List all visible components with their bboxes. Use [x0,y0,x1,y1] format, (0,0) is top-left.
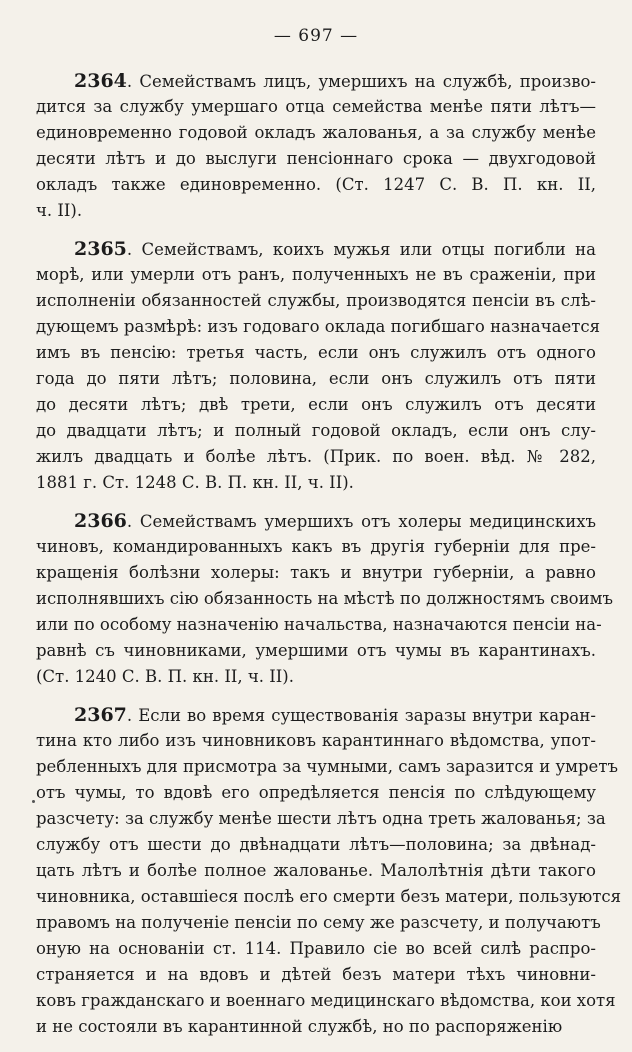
line-text: 1881 г. Ст. 1248 С. В. П. кн. II, ч. II). [36,473,354,492]
line-text: исполнявшихъ сію обязанность на мѣстѣ по должностямъ своимъ [36,589,613,608]
article-number: 2366 [74,510,127,532]
line-text: правомъ на полученіе пенсіи по сему же разсчету, и получаютъ [36,913,601,932]
line-text: до двадцати лѣтъ; и полный годовой окладъ, если онъ слу- [36,421,596,440]
line-text: ковъ гражданскаго и военнаго медицинскаго вѣдомства, кои хотя [36,991,616,1010]
line-text: (Ст. 1240 С. В. П. кн. II, ч. II). [36,667,294,686]
line-text: исполненіи обязанностей службы, производятся пенсіи въ слѣ- [36,291,596,310]
text-line [36,962,596,988]
line-text: равнѣ съ чиновниками, умершими отъ чумы въ карантинахъ. [36,641,596,660]
line-text: единовременно годовой окладъ жалованья, а за службу менѣе [36,123,596,142]
text-line [36,172,596,198]
line-text: цать лѣтъ и болѣе полное жалованье. Малолѣтнія дѣти такого [36,861,596,880]
text-line [36,392,596,418]
text-line [36,702,596,728]
line-text: или по особому назначенію начальства, назначаются пенсіи на- [36,615,602,634]
line-text: года до пяти лѣтъ; половина, если онъ служилъ отъ пяти [36,369,596,388]
line-text: морѣ, или умерли отъ ранъ, полученныхъ не въ сраженіи, при [36,265,596,284]
article-2366 [36,508,613,690]
line-text: . Семействамъ умершихъ отъ холеры медицинскихъ [126,512,596,531]
article-2364 [36,68,596,224]
line-text: . Семействамъ лицъ, умершихъ на службѣ, произво- [126,72,596,91]
text-line [36,1014,596,1040]
text-line [36,858,596,884]
line-text: и не состояли въ карантинной службѣ, но по распоряженію [36,1017,563,1036]
text-line [36,884,621,910]
text-line [36,262,596,288]
text-line [36,198,596,224]
line-text: кращенія болѣзни холеры: такъ и внутри губерніи, а равно [36,563,596,582]
line-text: чиновъ, командированныхъ какъ въ другія губерніи для пре- [36,537,596,556]
text-line [36,470,596,496]
line-text: жилъ двадцать и болѣе лѣтъ. (Прик. по воен. вѣд. № 282, [36,447,596,466]
line-text: дующемъ размѣрѣ: изъ годоваго оклада погибшаго назначается [36,317,601,336]
text-line [36,806,606,832]
text-line [36,988,616,1014]
line-text: . Если во время существованія заразы внутри каран- [126,706,596,725]
text-line [36,340,596,366]
print-speck [32,800,35,803]
text-line [36,534,596,560]
text-line [36,664,596,690]
text-line [36,754,618,780]
text-line [36,780,596,806]
text-line [36,146,596,172]
text-line [36,728,596,754]
line-text: разсчету: за службу менѣе шести лѣтъ одна треть жалованья; за [36,809,606,828]
line-text: ребленныхъ для присмотра за чумными, самъ заразится и умретъ [36,757,618,776]
line-text: дится за службу умершаго отца семейства менѣе пяти лѣтъ— [36,97,596,116]
line-text: страняется и на вдовъ и дѣтей безъ матери тѣхъ чиновни- [36,965,596,984]
article-2365 [36,236,601,496]
article-number: 2367 [74,704,127,726]
line-text: тина кто либо изъ чиновниковъ карантиннаго вѣдомства, упот- [36,731,596,750]
line-text: имъ въ пенсію: третья часть, если онъ служилъ отъ одного [36,343,596,362]
text-line [36,936,596,962]
page-text [36,68,621,1052]
text-line [36,236,596,262]
text-line [36,444,596,470]
text-line [36,418,596,444]
text-line [36,288,596,314]
article-number: 2365 [74,238,127,260]
text-line [36,314,601,340]
text-line [36,366,596,392]
line-text: десяти лѣтъ и до выслуги пенсіоннаго срока — двухгодовой [36,149,596,168]
line-text: до десяти лѣтъ; двѣ трети, если онъ служилъ отъ десяти [36,395,596,414]
text-line [36,638,596,664]
line-text: оную на основаніи ст. 114. Правило сіе во всей силѣ распро- [36,939,596,958]
text-line [36,560,596,586]
article-number: 2364 [74,70,127,92]
text-line [36,508,596,534]
page-number: — 697 — [273,26,359,46]
line-text: отъ чумы, то вдовѣ его опредѣляется пенсія по слѣдующему [36,783,596,802]
line-text: . Семействамъ, коихъ мужья или отцы погибли на [126,240,596,259]
article-2367 [36,702,621,1040]
text-line [36,68,596,94]
text-line [36,94,596,120]
text-line [36,832,596,858]
line-text: службу отъ шести до двѣнадцати лѣтъ—половина; за двѣнад- [36,835,596,854]
line-text: ч. II). [36,201,83,220]
text-line [36,120,596,146]
line-text: окладъ также единовременно. (Ст. 1247 С. В. П. кн. II, [36,175,596,194]
line-text: чиновника, оставшіеся послѣ его смерти безъ матери, пользуются [36,887,621,906]
text-line [36,612,602,638]
text-line [36,586,613,612]
text-line [36,910,601,936]
